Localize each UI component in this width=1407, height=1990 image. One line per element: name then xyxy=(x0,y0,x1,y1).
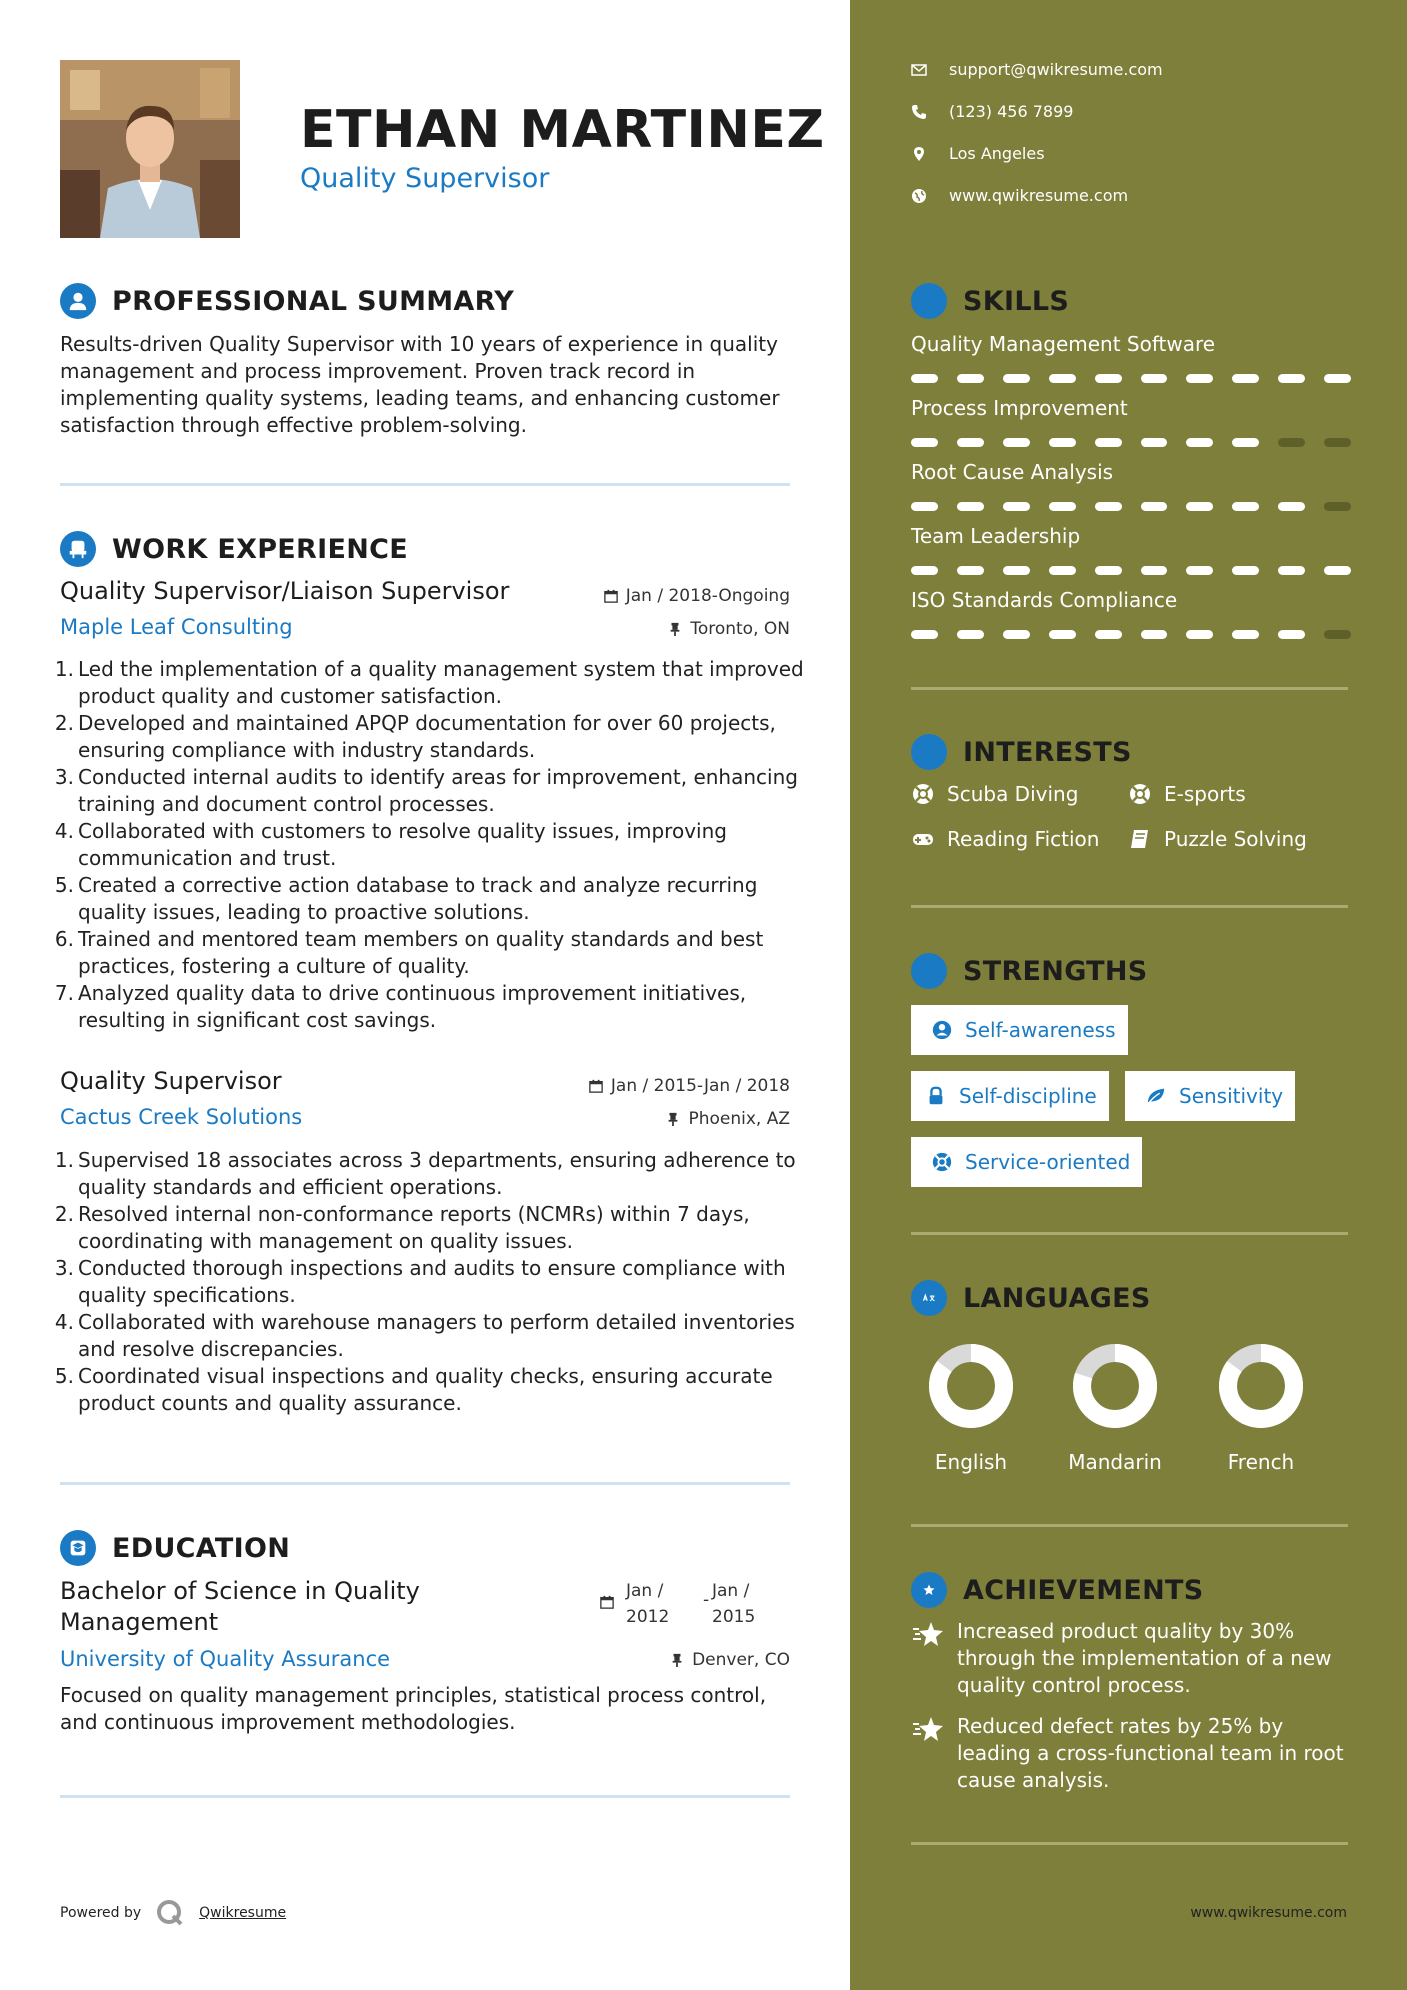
education-text: Focused on quality management principles, statistical process control, and continuous improvement methodologies. xyxy=(60,1683,767,1734)
pin-icon xyxy=(668,622,682,636)
skill-item xyxy=(911,396,1351,447)
skill-level-segment xyxy=(1141,438,1168,447)
divider xyxy=(911,905,1348,908)
start-month: Jan / xyxy=(626,1581,664,1601)
brand-link[interactable]: Qwikresume xyxy=(199,1905,287,1921)
fist-icon xyxy=(911,953,947,989)
interests-heading xyxy=(911,734,1132,770)
skill-level-segment xyxy=(957,438,984,447)
contact-email[interactable] xyxy=(911,60,1163,79)
contact-website[interactable] xyxy=(911,186,1128,205)
list-item: 5. Created a corrective action database to track and analyze recurring quality issues, leading to proactive solutions. xyxy=(54,873,758,924)
experience-heading xyxy=(60,531,408,567)
skill-level-segment xyxy=(1278,630,1305,639)
skill-level-segment xyxy=(1186,374,1213,383)
strength-label: Service-oriented xyxy=(965,1150,1131,1174)
skill-level-segment xyxy=(1232,566,1259,575)
strength-chip xyxy=(911,1071,1109,1121)
skill-level-segment xyxy=(1278,502,1305,511)
profile-photo xyxy=(60,60,240,238)
paper-plane-icon xyxy=(911,734,947,770)
skill-level-segment xyxy=(1324,374,1351,383)
job-dates-text: Jan / 2015-Jan / 2018 xyxy=(610,1076,790,1096)
languages-heading xyxy=(911,1280,1151,1316)
divider xyxy=(60,483,790,486)
skill-item xyxy=(911,524,1351,575)
lifebuoy-icon xyxy=(911,782,935,806)
divider xyxy=(60,1795,790,1798)
language-name: Mandarin xyxy=(1068,1450,1162,1474)
interest-item xyxy=(1128,782,1246,806)
star-icon xyxy=(911,1715,945,1745)
language-item xyxy=(1196,1344,1326,1474)
lock-icon xyxy=(925,1085,947,1107)
divider xyxy=(911,687,1348,690)
divider xyxy=(911,1232,1348,1235)
experience-title: WORK EXPERIENCE xyxy=(112,533,408,565)
strength-chip xyxy=(1125,1071,1295,1121)
job-bullets xyxy=(54,1147,804,1417)
calendar-icon xyxy=(600,1595,614,1609)
star-icon xyxy=(911,1620,945,1650)
skill-level-segment xyxy=(1186,566,1213,575)
list-item: 2. Resolved internal non-conformance reports (NCMRs) within 7 days, coordinating with management on quality issues. xyxy=(54,1202,750,1253)
lightbulb-icon xyxy=(911,283,947,319)
skill-level-segment xyxy=(1095,630,1122,639)
languages-title: LANGUAGES xyxy=(963,1282,1151,1314)
strength-label: Self-discipline xyxy=(959,1084,1097,1108)
skill-level-segment xyxy=(1141,630,1168,639)
phone-icon xyxy=(911,104,927,120)
list-item: 1. Supervised 18 associates across 3 departments, ensuring adherence to quality standards and efficient operations. xyxy=(54,1148,796,1199)
school: University of Quality Assurance xyxy=(60,1647,391,1671)
language-level-ring xyxy=(1073,1344,1157,1428)
education-title: EDUCATION xyxy=(112,1532,291,1564)
interest-label: Scuba Diving xyxy=(947,782,1079,806)
skill-level-bar xyxy=(911,374,1351,383)
email-text: support@qwikresume.com xyxy=(949,60,1163,79)
job-title: Quality Supervisor/Liaison Supervisor xyxy=(60,577,510,605)
skill-name: Quality Management Software xyxy=(911,332,1216,356)
list-item: 4. Collaborated with customers to resolve quality issues, improving communication and trust. xyxy=(54,819,727,870)
job-dates xyxy=(604,586,790,606)
list-item: 1. Led the implementation of a quality management system that improved product quality and customer satisfaction. xyxy=(54,657,804,708)
list-item: 4. Collaborated with warehouse managers to perform detailed inventories and resolve discrepancies. xyxy=(54,1310,795,1361)
list-item: 5. Coordinated visual inspections and quality checks, ensuring accurate product counts and quality assurance. xyxy=(54,1364,773,1415)
skill-level-segment xyxy=(1324,502,1351,511)
degree xyxy=(60,1576,420,1638)
interest-label: Puzzle Solving xyxy=(1164,827,1307,851)
achievement-text: Reduced defect rates by 25% by leading a cross-functional team in root cause analysis. xyxy=(957,1714,1344,1792)
contact-phone[interactable] xyxy=(911,102,1073,121)
job-dates-text: Jan / 2018-Ongoing xyxy=(625,586,790,606)
skill-level-segment xyxy=(911,566,938,575)
list-item: 6. Trained and mentored team members on quality standards and best practices, fostering a culture of quality. xyxy=(54,927,764,978)
map-pin-icon xyxy=(911,146,927,162)
skill-name: Root Cause Analysis xyxy=(911,460,1114,484)
job-location-text: Phoenix, AZ xyxy=(688,1109,790,1129)
interests-title: INTERESTS xyxy=(963,736,1132,768)
skill-level-segment xyxy=(1232,502,1259,511)
language-level-ring xyxy=(929,1344,1013,1428)
job-bullets xyxy=(54,656,804,1034)
job-company: Maple Leaf Consulting xyxy=(60,615,293,639)
skill-level-segment xyxy=(1095,566,1122,575)
job-title: Quality Supervisor xyxy=(60,1067,282,1095)
interest-item xyxy=(911,827,1099,851)
language-item xyxy=(1050,1344,1180,1474)
globe-icon xyxy=(911,188,927,204)
briefcase-icon xyxy=(60,531,96,567)
user-circle-icon xyxy=(931,1019,953,1041)
skill-level-segment xyxy=(957,630,984,639)
achievements-title: ACHIEVEMENTS xyxy=(963,1574,1204,1606)
skill-level-segment xyxy=(1141,502,1168,511)
skill-level-bar xyxy=(911,438,1351,447)
education-location-text: Denver, CO xyxy=(692,1650,790,1670)
skill-level-segment xyxy=(911,502,938,511)
skill-level-segment xyxy=(911,630,938,639)
divider xyxy=(911,1524,1348,1527)
list-item: 2. Developed and maintained APQP documentation for over 60 projects, ensuring compliance with industry standards. xyxy=(54,711,776,762)
skill-level-segment xyxy=(1232,374,1259,383)
degree-line: Bachelor of Science in Quality xyxy=(60,1577,420,1605)
summary-heading xyxy=(60,283,514,319)
pin-icon xyxy=(666,1112,680,1126)
skill-item xyxy=(911,460,1351,511)
strength-chip xyxy=(911,1137,1142,1187)
lifebuoy-icon xyxy=(931,1151,953,1173)
skill-level-segment xyxy=(1232,630,1259,639)
skill-level-segment xyxy=(1095,502,1122,511)
start-year: 2012 xyxy=(626,1607,670,1627)
list-item: 3. Conducted thorough inspections and audits to ensure compliance with quality specifications. xyxy=(54,1256,786,1307)
job-location xyxy=(668,619,790,639)
skill-level-segment xyxy=(1003,566,1030,575)
skills-heading xyxy=(911,283,1069,319)
skill-level-segment xyxy=(1324,630,1351,639)
graduation-icon xyxy=(60,1530,96,1566)
strengths-title: STRENGTHS xyxy=(963,955,1148,987)
skill-level-segment xyxy=(1324,566,1351,575)
skill-level-segment xyxy=(1003,502,1030,511)
language-name: English xyxy=(934,1450,1008,1474)
language-level-ring xyxy=(1219,1344,1303,1428)
interest-label: E-sports xyxy=(1164,782,1246,806)
skill-level-segment xyxy=(911,438,938,447)
skill-level-segment xyxy=(957,502,984,511)
skill-level-segment xyxy=(1324,438,1351,447)
gamepad-icon xyxy=(911,827,935,851)
interest-item xyxy=(1128,827,1307,851)
calendar-icon xyxy=(604,589,618,603)
skill-level-segment xyxy=(1186,630,1213,639)
leaf-icon xyxy=(1145,1085,1167,1107)
skill-item xyxy=(911,332,1351,383)
skill-level-segment xyxy=(1278,374,1305,383)
job-location-text: Toronto, ON xyxy=(690,619,790,639)
strengths-heading xyxy=(911,953,1148,989)
date-separator: - xyxy=(703,1590,710,1610)
skill-item xyxy=(911,588,1351,639)
website-text: www.qwikresume.com xyxy=(949,186,1129,205)
language-icon xyxy=(911,1280,947,1316)
achievement-text: Increased product quality by 30% through the implementation of a new quality control process. xyxy=(957,1619,1332,1697)
skill-level-segment xyxy=(1186,502,1213,511)
phone-text: (123) 456 7899 xyxy=(949,102,1074,121)
degree-line: Management xyxy=(60,1608,219,1636)
divider xyxy=(911,1842,1348,1845)
calendar-icon xyxy=(589,1079,603,1093)
footer-site[interactable]: www.qwikresume.com xyxy=(1190,1905,1347,1921)
skill-level-segment xyxy=(1049,438,1076,447)
skill-name: ISO Standards Compliance xyxy=(911,588,1178,612)
skill-level-bar xyxy=(911,566,1351,575)
language-item xyxy=(906,1344,1036,1474)
list-item: 3. Conducted internal audits to identify areas for improvement, enhancing training and document control processes. xyxy=(54,765,798,816)
education-location xyxy=(670,1650,790,1670)
skill-level-segment xyxy=(1278,438,1305,447)
achievements-heading xyxy=(911,1572,1204,1608)
contact-location xyxy=(911,144,1045,163)
pin-icon xyxy=(670,1653,684,1667)
skill-level-segment xyxy=(1003,630,1030,639)
skill-name: Process Improvement xyxy=(911,396,1128,420)
job-company: Cactus Creek Solutions xyxy=(60,1105,303,1129)
strength-label: Sensitivity xyxy=(1179,1084,1284,1108)
education-heading xyxy=(60,1530,290,1566)
interest-item xyxy=(911,782,1078,806)
skills-title: SKILLS xyxy=(963,285,1070,317)
divider xyxy=(60,1482,790,1485)
location-text: Los Angeles xyxy=(949,144,1045,163)
job-dates xyxy=(589,1076,790,1096)
skill-level-segment xyxy=(1049,566,1076,575)
skill-level-segment xyxy=(1141,566,1168,575)
achievement-item xyxy=(911,1618,1351,1699)
candidate-name: ETHAN MARTINEZ xyxy=(300,100,825,160)
interest-label: Reading Fiction xyxy=(947,827,1100,851)
list-item: 7. Analyzed quality data to drive continuous improvement initiatives, resulting in significant cost savings. xyxy=(54,981,747,1032)
strength-label: Self-awareness xyxy=(965,1018,1116,1042)
skill-level-segment xyxy=(1186,438,1213,447)
summary-text: Results-driven Quality Supervisor with 10 years of experience in quality management and process improvement. Proven track record in implementing quality systems, leading teams, and enhancing customer satisfaction through effective problem-solving. xyxy=(60,332,780,437)
end-year: 2015 xyxy=(712,1607,756,1627)
skill-level-segment xyxy=(957,566,984,575)
skill-level-segment xyxy=(1095,374,1122,383)
skill-level-segment xyxy=(1049,374,1076,383)
achievement-item xyxy=(911,1713,1351,1794)
strength-chip xyxy=(911,1005,1128,1055)
skill-level-segment xyxy=(1095,438,1122,447)
skill-level-segment xyxy=(1003,438,1030,447)
skill-level-segment xyxy=(1232,438,1259,447)
end-month: Jan / xyxy=(712,1581,750,1601)
skill-level-segment xyxy=(1278,566,1305,575)
powered-by-label: Powered by xyxy=(60,1905,142,1921)
skill-level-segment xyxy=(1049,502,1076,511)
user-icon xyxy=(60,283,96,319)
skill-level-bar xyxy=(911,630,1351,639)
skill-level-segment xyxy=(1049,630,1076,639)
skill-level-bar xyxy=(911,502,1351,511)
candidate-role: Quality Supervisor xyxy=(300,163,550,194)
book-icon xyxy=(1128,827,1152,851)
qwikresume-logo-icon xyxy=(155,1898,185,1928)
language-name: French xyxy=(1227,1450,1295,1474)
summary-title: PROFESSIONAL SUMMARY xyxy=(112,285,515,317)
lifebuoy-icon xyxy=(1128,782,1152,806)
skill-name: Team Leadership xyxy=(911,524,1081,548)
skill-level-segment xyxy=(1003,374,1030,383)
envelope-icon xyxy=(911,62,927,78)
skill-level-segment xyxy=(911,374,938,383)
footer-powered-by xyxy=(60,1898,286,1928)
job-location xyxy=(666,1109,790,1129)
skill-level-segment xyxy=(957,374,984,383)
star-badge-icon xyxy=(911,1572,947,1608)
skill-level-segment xyxy=(1141,374,1168,383)
